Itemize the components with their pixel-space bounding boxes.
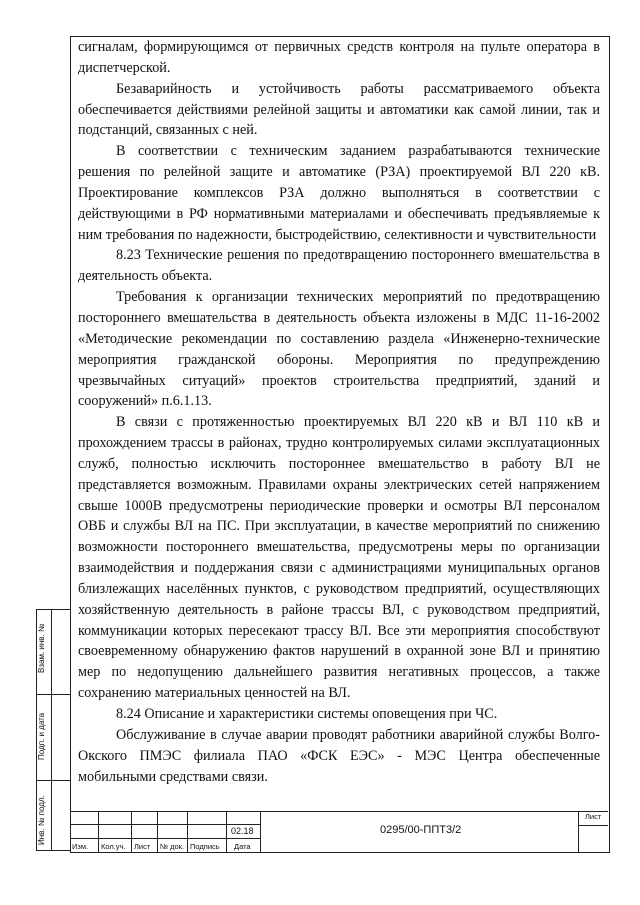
col-kol-uch: Кол.уч. <box>101 842 126 851</box>
paragraph-8: Обслуживание в случае аварии проводят работники аварийной службы Волго-Окского ПМЭС филиала ПАО «ФСК ЕЭС» - МЭС Центра обеспеченные мобильными средствами связи. <box>78 726 600 785</box>
col-podpis: Подпись <box>190 842 220 851</box>
tb-line <box>578 811 579 852</box>
side-stamp-line <box>36 609 70 610</box>
col-data: Дата <box>234 842 251 851</box>
paragraph-3: В соответствии с техническим заданием разрабатываются технические решения по релейной защите и автоматике (РЗА) проектируемой ВЛ 220 кВ. Проектирование комплексов РЗА должно выполняться в соответствии с действующими в РФ нормативными материалами и обеспечивать предъявляемые к ним требования по надежности, быстродействию, селективности и чувствительности <box>78 143 600 243</box>
side-stamp-line <box>36 850 70 851</box>
section-heading-8-24: 8.24 Описание и характеристики системы оповещения при ЧС. <box>116 706 498 722</box>
paragraph-5: Требования к организации технических мероприятий по предотвращению постороннего вмешательства в деятельность объекта изложены в МДС 11-16-2002 «Методические рекомендации по составлению раздела «Инженерно-технические мероприятия гражданской обороны. Мероприятия по предупреждению чрезвычайных ситуаций» проектов строительства предприятий, зданий и сооружений» п.6.1.13. <box>78 289 600 410</box>
document-body <box>78 37 600 787</box>
col-izm: Изм. <box>72 842 89 851</box>
inv-podl-label: Инв. № подл. <box>37 795 46 845</box>
col-list: Лист <box>134 842 151 851</box>
sheet-label: Лист <box>585 812 602 821</box>
side-stamp-divider <box>51 609 52 851</box>
tb-line <box>187 811 188 852</box>
section-heading-8-23: 8.23 Технические решения по предотвращению постороннего вмешательства в деятельность объекта. <box>78 247 600 285</box>
title-block <box>70 811 608 852</box>
tb-line <box>98 811 99 852</box>
date-value: 02.18 <box>231 826 254 836</box>
paragraph-1: сигналам, формирующимся от первичных средств контроля на пульте оператора в диспетчерской. <box>78 39 600 76</box>
tb-line <box>70 811 608 812</box>
tb-line <box>131 811 132 852</box>
side-stamp-line <box>36 780 70 781</box>
podp-data-label: Подп. и дата <box>37 712 46 760</box>
tb-line <box>157 811 158 852</box>
paragraph-2: Безаварийность и устойчивость работы рассматриваемого объекта обеспечивается действиями релейной защиты и автоматики как самой линии, так и подстанций, связанных с ней. <box>78 80 600 139</box>
tb-line <box>260 811 261 852</box>
tb-line <box>226 811 227 852</box>
tb-line <box>578 825 608 826</box>
col-n-dok: № док. <box>160 842 185 851</box>
paragraph-6: В связи с протяженностью проектируемых ВЛ 220 кВ и ВЛ 110 кВ и прохождением трассы в районах, трудно контролируемых силами эксплуатационных служб, полностью исключить постороннее вмешательство в работу ВЛ не представляется возможным. Правилами охраны электрических сетей напряжением свыше 1000В предусмотрены периодические проверки и осмотры ВЛ персоналом ОВБ и службы ВЛ на ПС. При эксплуатации, в качестве мероприятий по снижению возможности постороннего вмешательства, предусмотрены меры по организации взаимодействия и поддержания связи с администрациями муниципальных органов близлежащих населённых пунктов, с руководством предприятий, осуществляющих хозяйственную деятельность в районе трассы ВЛ, с руководством предприятий, коммуникации которых пересекают трассу ВЛ. Все эти мероприятия способствуют своевременному обнаружению фактов нарушений в охранной зоне ВЛ и принятию мер по недопущению дальнейшего развития негативных процессов, а также сохранению материальных ценностей на ВЛ. <box>78 414 600 702</box>
document-code: 0295/00-ППТ3/2 <box>380 824 462 836</box>
vzam-inv-label: Взам. инв. № <box>37 623 46 673</box>
side-stamp-line <box>36 694 70 695</box>
tb-line <box>70 811 71 852</box>
